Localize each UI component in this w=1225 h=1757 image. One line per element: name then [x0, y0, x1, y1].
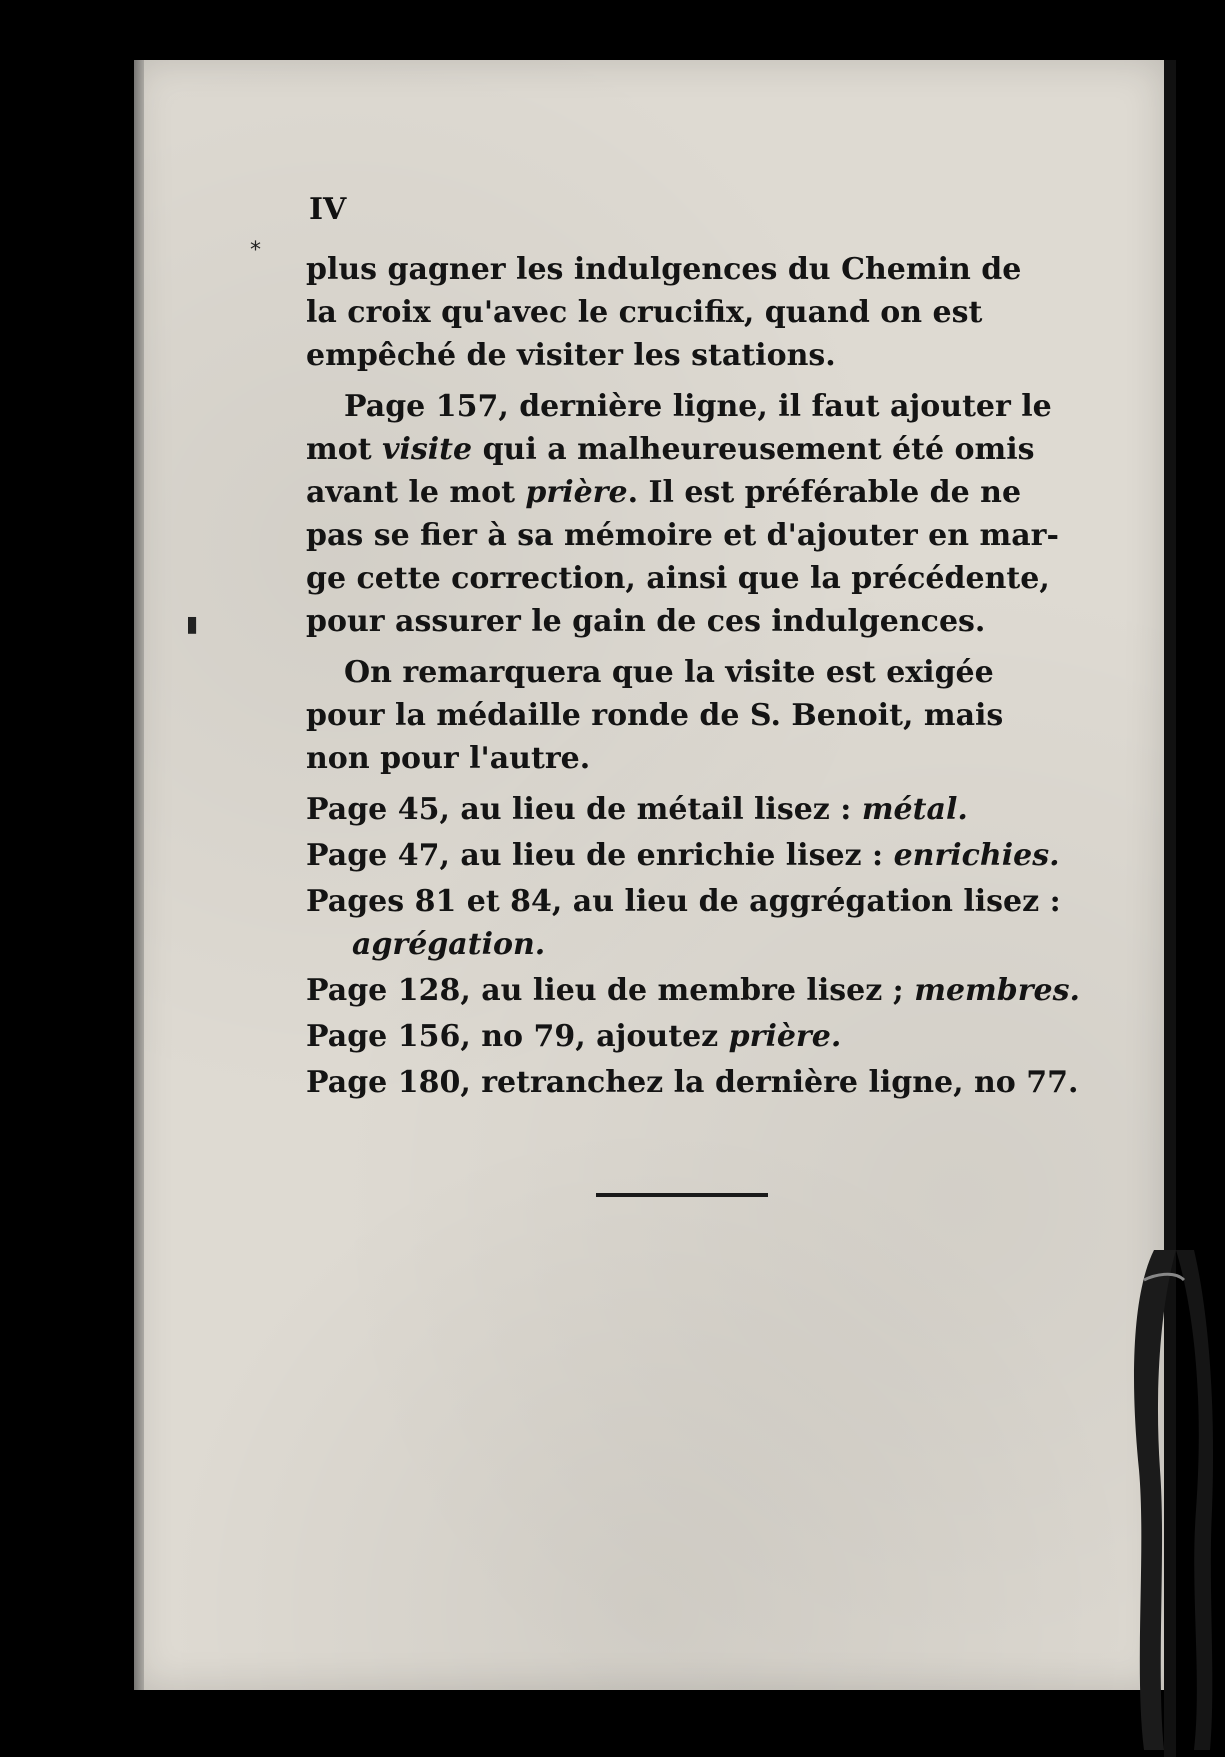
- text-line: pour assurer le gain de ces indulgences.: [306, 604, 986, 639]
- text-line: pour la médaille ronde de S. Benoit, mais: [306, 698, 1004, 733]
- erratum-text: Page 180, retranchez la dernière ligne, no 77.: [306, 1065, 1079, 1100]
- erratum-item: [306, 788, 1051, 831]
- text-line: ge cette correction, ainsi que la précédente,: [306, 561, 1050, 596]
- erratum-item: [306, 880, 1061, 966]
- text-line: non pour l'autre.: [306, 741, 591, 776]
- errata-text: [306, 248, 1080, 1107]
- text-line: [306, 428, 1051, 471]
- italic-word: métal.: [861, 792, 968, 827]
- text-line: pas se fier à sa mémoire et d'ajouter en mar-: [306, 518, 1059, 553]
- paragraph-1: [306, 248, 1051, 377]
- text-run: qui a malheureusement été omis: [472, 432, 1035, 467]
- erratum-item: [306, 1015, 1051, 1058]
- page-number: IV: [309, 192, 347, 227]
- text-line: plus gagner les indulgences du Chemin de: [306, 252, 1022, 287]
- erratum-text: Pages 81 et 84, au lieu de aggrégation lisez :: [306, 884, 1061, 919]
- text-line: On remarquera que la visite est exigée: [344, 655, 994, 690]
- erratum-item: [306, 969, 1080, 1012]
- erratum-item: [306, 1061, 1079, 1104]
- errata-list: [306, 788, 1080, 1104]
- erratum-text: Page 156, no 79, ajoutez: [306, 1019, 729, 1054]
- text-line: empêché de visiter les stations.: [306, 338, 836, 373]
- text-line: Page 157, dernière ligne, il faut ajouter le: [344, 389, 1052, 424]
- text-run: . Il est préférable de ne: [627, 475, 1022, 510]
- ink-speck: *: [250, 238, 261, 263]
- italic-word: agrégation.: [352, 927, 546, 962]
- paragraph-2: [306, 385, 1059, 643]
- closing-rule: [596, 1193, 768, 1197]
- erratum-text: Page 47, au lieu de enrichie lisez :: [306, 838, 894, 873]
- italic-word: enrichies.: [893, 838, 1060, 873]
- erratum-text: Page 45, au lieu de métail lisez :: [306, 792, 862, 827]
- text-run: mot: [306, 432, 383, 467]
- ribbon-bookmark: [1124, 1250, 1214, 1750]
- text-run: avant le mot: [306, 475, 526, 510]
- text-line: [306, 471, 1051, 514]
- erratum-item: [306, 834, 1060, 877]
- erratum-text: Page 128, au lieu de membre lisez ;: [306, 973, 915, 1008]
- page-edge-shadow: [134, 60, 144, 1690]
- italic-word: membres.: [914, 973, 1080, 1008]
- italic-word: prière.: [728, 1019, 842, 1054]
- italic-word: visite: [382, 432, 473, 467]
- text-line: la croix qu'avec le crucifix, quand on est: [306, 295, 983, 330]
- paragraph-3: [306, 651, 1051, 780]
- ink-speck: ▮: [186, 612, 199, 637]
- italic-word: prière: [525, 475, 628, 510]
